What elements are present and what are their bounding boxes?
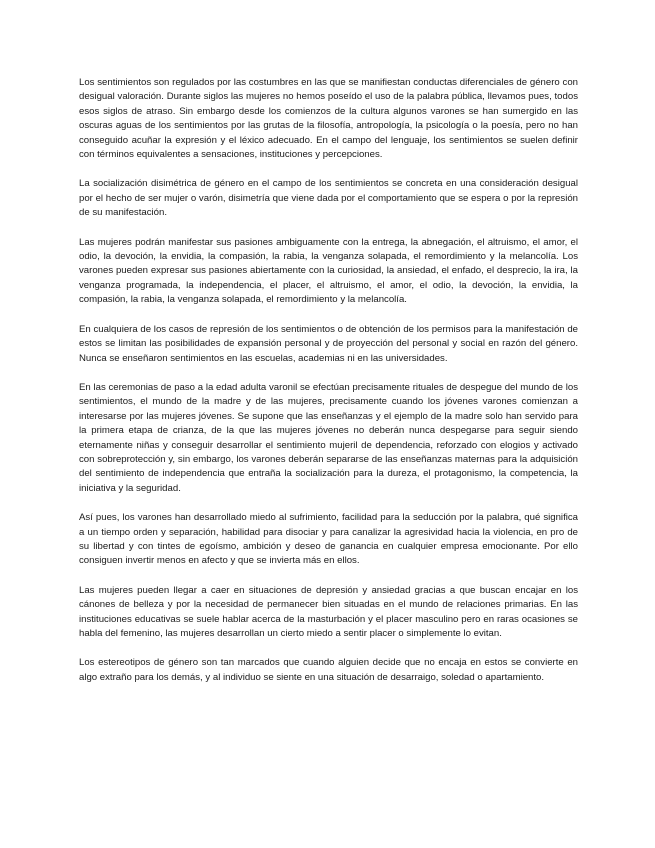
paragraph-1: Los sentimientos son regulados por las costumbres en las que se manifiestan conductas diferenciales de género con desigual valoración. Durante siglos las mujeres no hemos poseído el uso de la palabra pública, llevamos pues, todos esos siglos de atraso. Sin embargo desde los comienzos de la cultura algunos varones se han sumergido en las oscuras aguas de los sentimientos por las grutas de la filosofía, antropología, la psicología o la poesía, pero no han conseguido acuñar la expresión y el léxico adecuado. En el campo del lenguaje, los sentimientos se suelen definir con términos equivalentes a sensaciones, instituciones y percepciones. (79, 77, 578, 161)
paragraph-2: La socialización disimétrica de género en el campo de los sentimientos se concreta en una consideración desigual por el hecho de ser mujer o varón, disimetría que viene dada por el comportamiento que se espera o por la represión de su manifestación. (79, 178, 578, 219)
paragraph-5: En las ceremonias de paso a la edad adulta varonil se efectúan precisamente rituales de despegue del mundo de los sentimientos, el mundo de la madre y de las mujeres, precisamente cuando los jóvenes varones comienzan a interesarse por las mujeres jóvenes. Se supone que las enseñanzas y el ejemplo de la madre solo han servido para la primera etapa de crianza, de la que las mujeres jóvenes no deberán nunca despegarse para seguir siendo eternamente niñas y conseguir desarrollar el sentimiento mujeril de dependencia, reforzado con elogios y activado con sobreprotección y, sin embargo, los varones deberán separarse de las enseñanzas maternas para la adquisición del sentimiento de independencia que entraña la socialización para la dureza, el protagonismo, la competencia, la iniciativa y la seguridad. (79, 381, 578, 494)
document-body (79, 76, 578, 700)
paragraph-8: Los estereotipos de género son tan marcados que cuando alguien decide que no encaja en estos se convierte en algo extraño para los demás, y al individuo se siente en una situación de desarraigo, soledad o apartamiento. (79, 657, 578, 683)
paragraph-7: Las mujeres pueden llegar a caer en situaciones de depresión y ansiedad gracias a que buscan encajar en los cánones de belleza y por la necesidad de permanecer bien situadas en el mundo de relaciones primarias. En las instituciones educativas se suele hablar acerca de la masturbación y el placer masculino pero en raras ocasiones se habla del femenino, las mujeres desarrollan un cierto miedo a sentir placer o simplemente lo evitan. (79, 584, 578, 639)
paragraph-6: Así pues, los varones han desarrollado miedo al sufrimiento, facilidad para la seducción por la palabra, qué significa a un tiempo orden y separación, habilidad para disociar y para canalizar la agresividad hacia la violencia, en pro de su libertad y con tintes de egoísmo, ambición y deseo de ganancia en cualquier empresa emocionante. Por ello consiguen invertir menos en afecto y que se invierta más en ellos. (79, 512, 578, 567)
paragraph-3: Las mujeres podrán manifestar sus pasiones ambiguamente con la entrega, la abnegación, el altruismo, el amor, el odio, la devoción, la envidia, la compasión, la rabia, la venganza solapada, el remordimiento y la melancolía. Los varones pueden expresar sus pasiones abiertamente con la curiosidad, la ansiedad, el enfado, el desprecio, la ira, la venganza programada, la independencia, el placer, el altruismo, el amor, el odio, la devoción, la envidia, la compasión, la rabia, la venganza solapada, el remordimiento y la melancolía. (79, 236, 578, 306)
paragraph-4: En cualquiera de los casos de represión de los sentimientos o de obtención de los permisos para la manifestación de estos se limitan las posibilidades de expansión personal y de proyección del personal y social en razón del género. Nunca se enseñaron sentimientos en las escuelas, academias ni en las universidades. (79, 323, 578, 364)
